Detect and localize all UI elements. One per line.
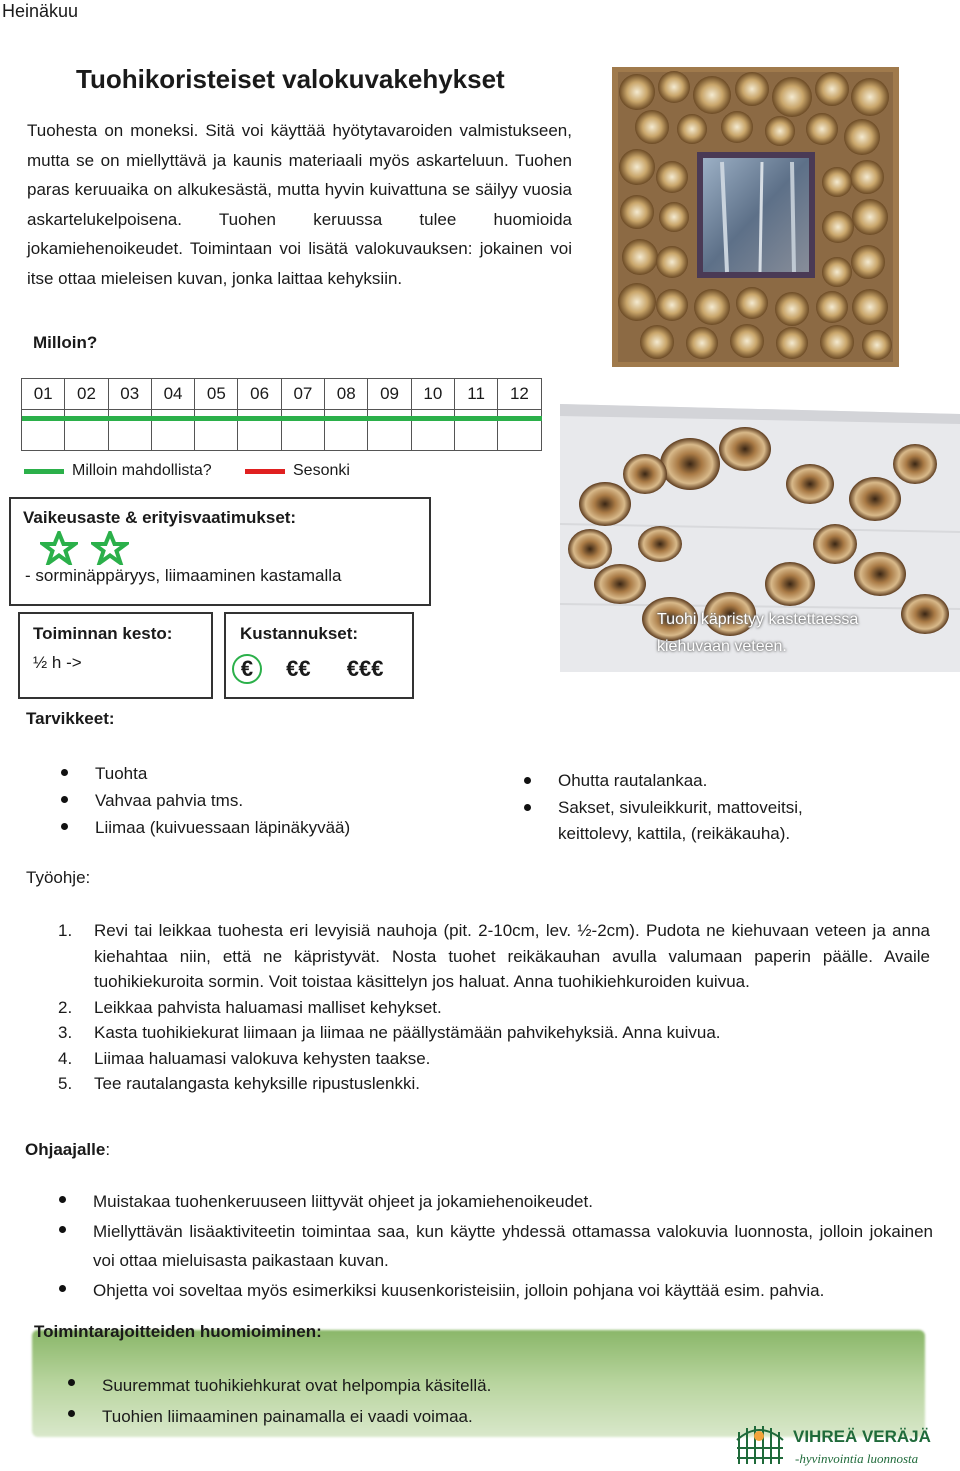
month-cell: 08: [325, 379, 368, 410]
legend-possible-swatch: [24, 469, 64, 474]
list-item: Miellyttävän lisäaktiviteetin toimintaa saa, kun käytte yhdessä ottamassa valokuvia luonnosta, jolloin jokainen voi ottaa mieluisasta paikastaan kuvan.: [93, 1217, 933, 1276]
duration-heading: Toiminnan kesto:: [33, 624, 173, 643]
legend-season-label: Sesonki: [293, 462, 350, 479]
supplies-list-right: [558, 768, 858, 848]
month-cell: 07: [281, 379, 324, 410]
step-text: Leikkaa pahvista haluamasi malliset kehykset.: [94, 997, 442, 1017]
month-cell: 03: [108, 379, 151, 410]
cost-level-2: €€: [286, 656, 311, 681]
month-header: Heinäkuu: [2, 1, 79, 21]
month-cell: 06: [238, 379, 281, 410]
list-item: Ohutta rautalankaa.: [558, 768, 858, 795]
month-cell: 10: [411, 379, 454, 410]
step-number: 2.: [58, 997, 73, 1017]
difficulty-heading: Vaikeusaste & erityisvaatimukset:: [23, 508, 297, 527]
step-item: [58, 1020, 930, 1046]
supplies-heading: Tarvikkeet:: [26, 709, 115, 728]
step-item: [58, 995, 930, 1021]
instructions-heading: Työohje:: [26, 868, 91, 887]
instructor-heading: [25, 1140, 110, 1160]
difficulty-stars: [40, 531, 137, 570]
cost-levels: [232, 654, 383, 684]
step-item: [58, 1046, 930, 1072]
intro-paragraph: Tuohesta on moneksi. Sitä voi käyttää hyötytavaroiden valmistukseen, mutta se on miellyttävä ja kaunis materiaali myös askarteluun. Tuohen paras keruuaika on alkukesästä, mutta hyvin kuivattuna se säilyy vuosia askartelukelpoisena. Tuohen keruussa tulee huomioida jokamiehenoikeudet. Toimintaan voi lisätä valokuvauksen: jokainen voi itse ottaa mieleisen kuvan, jonka laittaa kehyksiin.: [27, 121, 572, 288]
instructor-list: [93, 1187, 933, 1305]
month-cell: 05: [195, 379, 238, 410]
step-text: Tee rautalangasta kehyksille ripustuslenkki.: [94, 1074, 421, 1093]
limitations-heading: Toimintarajoitteiden huomioiminen:: [34, 1322, 322, 1341]
cost-heading: Kustannukset:: [240, 624, 359, 643]
instructor-heading-colon: :: [105, 1140, 111, 1159]
step-number: 1.: [58, 921, 73, 940]
duration-value: ½ h ->: [33, 653, 82, 672]
logo-name: VIHREÄ VERÄJÄ: [793, 1427, 931, 1446]
step-number: 3.: [58, 1023, 73, 1042]
list-item: Vahvaa pahvia tms.: [95, 787, 350, 814]
month-cell: 12: [498, 379, 541, 410]
month-cell: 02: [65, 379, 108, 410]
instructor-heading-text: Ohjaajalle: [25, 1140, 106, 1159]
list-item: Liimaa (kuivuessaan läpinäkyvää): [95, 814, 350, 841]
list-item: Suuremmat tuohikiehkurat ovat helpompia käsitellä.: [102, 1370, 491, 1401]
step-number: 4.: [58, 1048, 73, 1068]
supplies-list-left: [95, 760, 350, 841]
month-calendar: [21, 378, 542, 451]
difficulty-requirements: - sorminäppäryys, liimaaminen kastamalla: [25, 566, 342, 585]
month-cell: 04: [151, 379, 194, 410]
list-item: Ohjetta voi soveltaa myös esimerkiksi kuusenkoristeisiin, jolloin pohjana voi käyttää esim. pahvia.: [93, 1276, 933, 1306]
limitations-list: [102, 1370, 491, 1432]
vihrea-veraja-logo: [735, 1418, 957, 1468]
cost-level-3: €€€: [346, 656, 384, 681]
photo-caption: Tuohi käpristyy kastettaessa kiehuvaan veteen.: [657, 611, 859, 655]
step-item: [58, 918, 930, 995]
list-item: Tuohta: [95, 760, 350, 787]
instructions-steps: [58, 918, 930, 1097]
cost-level-1: €: [232, 654, 262, 684]
possible-months-bar: [22, 416, 542, 421]
page-title: Tuohikoristeiset valokuvakehykset: [76, 64, 505, 94]
curls-photo: [560, 404, 960, 672]
step-text: Liimaa haluamasi valokuva kehysten taakse.: [94, 1048, 431, 1068]
list-item: Tuohien liimaaminen painamalla ei vaadi voimaa.: [102, 1401, 491, 1432]
step-text: Revi tai leikkaa tuohesta eri levyisiä nauhoja (pit. 2-10cm, lev. ½-2cm). Pudota ne kiehuvaan veteen ja anna kiehahtaa niin, että ne käpristyvät. Nosta tuohet reikäkauhan avulla valumaan paperin päälle. Availe tuohikiekuroita sormin. Voit toistaa käsittelyn jos haluat. Anna tuohikiehkuroiden kuivua.: [94, 921, 930, 991]
step-text: Kasta tuohikiekurat liimaan ja liimaa ne päällystämään pahvikehyksiä. Anna kuivua.: [94, 1023, 721, 1042]
star-icon: [40, 531, 78, 565]
legend-possible-label: Milloin mahdollista?: [72, 462, 212, 479]
legend-season-swatch: [245, 469, 285, 474]
step-number: 5.: [58, 1074, 73, 1093]
month-cell: 01: [22, 379, 65, 410]
logo-tagline: -hyvinvointia luonnosta: [795, 1451, 919, 1466]
step-item: [58, 1071, 930, 1097]
month-cell: 11: [454, 379, 497, 410]
month-cell: 09: [368, 379, 411, 410]
list-item: Sakset, sivuleikkurit, mattoveitsi, keittolevy, kattila, (reikäkauha).: [558, 795, 858, 848]
star-icon: [91, 531, 129, 565]
when-heading: Milloin?: [33, 333, 98, 352]
frame-photo: [612, 67, 899, 367]
list-item: Muistakaa tuohenkeruuseen liittyvät ohjeet ja jokamiehenoikeudet.: [93, 1187, 933, 1217]
